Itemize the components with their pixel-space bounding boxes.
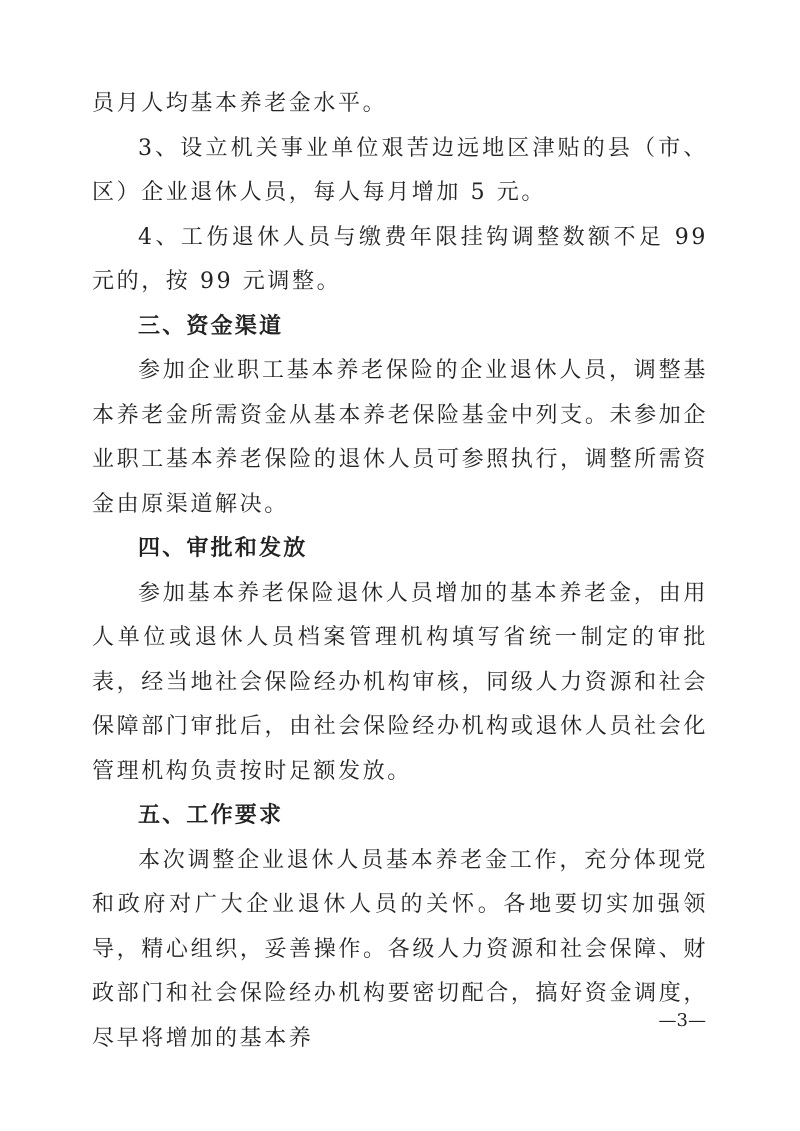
paragraph-approval: 参加基本养老保险退休人员增加的基本养老金，由用人单位或退休人员档案管理机构填写省统一制定的审批表，经当地社会保险经办机构审核，同级人力资源和社会保障部门审批后，由社会保险经办机构或退休人员社会化管理机构负责按时足额发放。 bbox=[92, 580, 708, 784]
section-heading-funding: 三、资金渠道 bbox=[138, 313, 284, 339]
document-body bbox=[92, 82, 708, 1061]
section-heading-approval: 四、审批和发放 bbox=[138, 536, 308, 561]
page-number: —3— bbox=[658, 1010, 706, 1031]
paragraph-item-4: 4、工伤退休人员与缴费年限挂钩调整数额不足 99 元的，按 99 元调整。 bbox=[92, 224, 708, 294]
paragraph-item-3: 3、设立机关事业单位艰苦边远地区津贴的县（市、区）企业退休人员，每人每月增加 5 元。 bbox=[92, 135, 708, 205]
paragraph-requirements: 本次调整企业退休人员基本养老金工作，充分体现党和政府对广大企业退休人员的关怀。各地要切实加强领导，精心组织，妥善操作。各级人力资源和社会保障、财政部门和社会保险经办机构要密切配合，搞好资金调度，尽早将增加的基本养 bbox=[92, 847, 708, 1051]
paragraph-continuation: 员月人均基本养老金水平。 bbox=[92, 91, 388, 116]
section-heading-requirements: 五、工作要求 bbox=[138, 803, 284, 828]
paragraph-funding: 参加企业职工基本养老保险的企业退休人员，调整基本养老金所需资金从基本养老保险基金中列支。未参加企业职工基本养老保险的退休人员可参照执行，调整所需资金由原渠道解决。 bbox=[92, 358, 708, 517]
